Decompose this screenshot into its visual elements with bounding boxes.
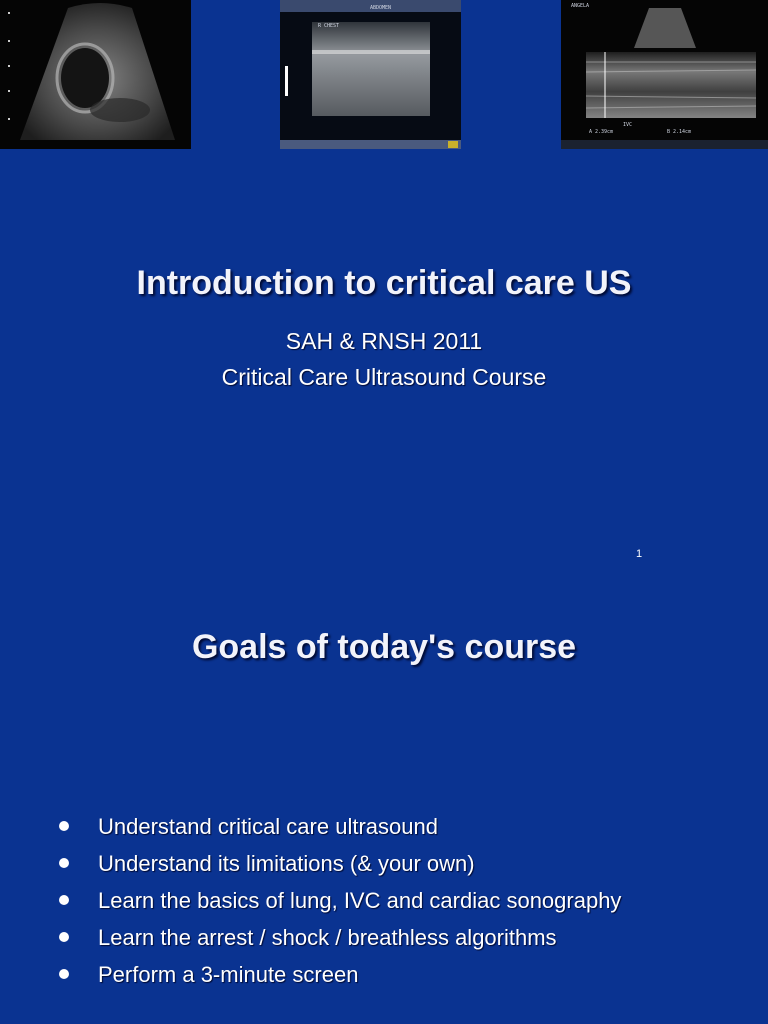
bullet-icon: [59, 858, 69, 868]
cardiac-ultrasound-image: [0, 0, 191, 149]
goal-item: [56, 886, 621, 923]
bullet-icon: [59, 895, 69, 905]
lung-ultrasound-image: [280, 0, 461, 149]
ivc-image-overlay-ivc: IVC: [623, 122, 633, 128]
lung-image-overlay-r-chest: R CHEST: [318, 23, 340, 29]
slide-subtitle-line-1: SAH & RNSH 2011: [285, 328, 483, 354]
goal-item: [56, 960, 621, 997]
slide-subtitle-line-2: Critical Care Ultrasound Course: [221, 364, 547, 390]
ivc-image-overlay-measure-b: B 2.14cm: [667, 129, 692, 135]
goal-text: Learn the basics of lung, IVC and cardiac sonography: [98, 888, 622, 913]
ivc-mmode-ultrasound-image: [561, 0, 768, 149]
bullet-icon: [59, 969, 69, 979]
goals-list: [56, 812, 621, 997]
goal-text: Learn the arrest / shock / breathless algorithms: [98, 925, 557, 950]
goals-title: Goals of today's course: [191, 628, 577, 666]
bullet-icon: [59, 821, 69, 831]
lung-image-overlay-abdomen: ABDOMEN: [370, 5, 392, 11]
goal-text: Understand critical care ultrasound: [98, 814, 438, 839]
slide-title: Introduction to critical care US: [136, 264, 632, 302]
slide-goals: [0, 580, 768, 1024]
goal-item: [56, 849, 621, 886]
goal-item: [56, 812, 621, 849]
ivc-image-overlay-name: ANGELA: [571, 3, 590, 9]
ivc-image-overlay-measure-a: A 2.39cm: [589, 129, 614, 135]
bullet-icon: [59, 932, 69, 942]
goal-item: [56, 923, 621, 960]
page-number: 1: [636, 548, 643, 560]
goal-text: Perform a 3-minute screen: [98, 962, 359, 987]
goal-text: Understand its limitations (& your own): [98, 851, 475, 876]
